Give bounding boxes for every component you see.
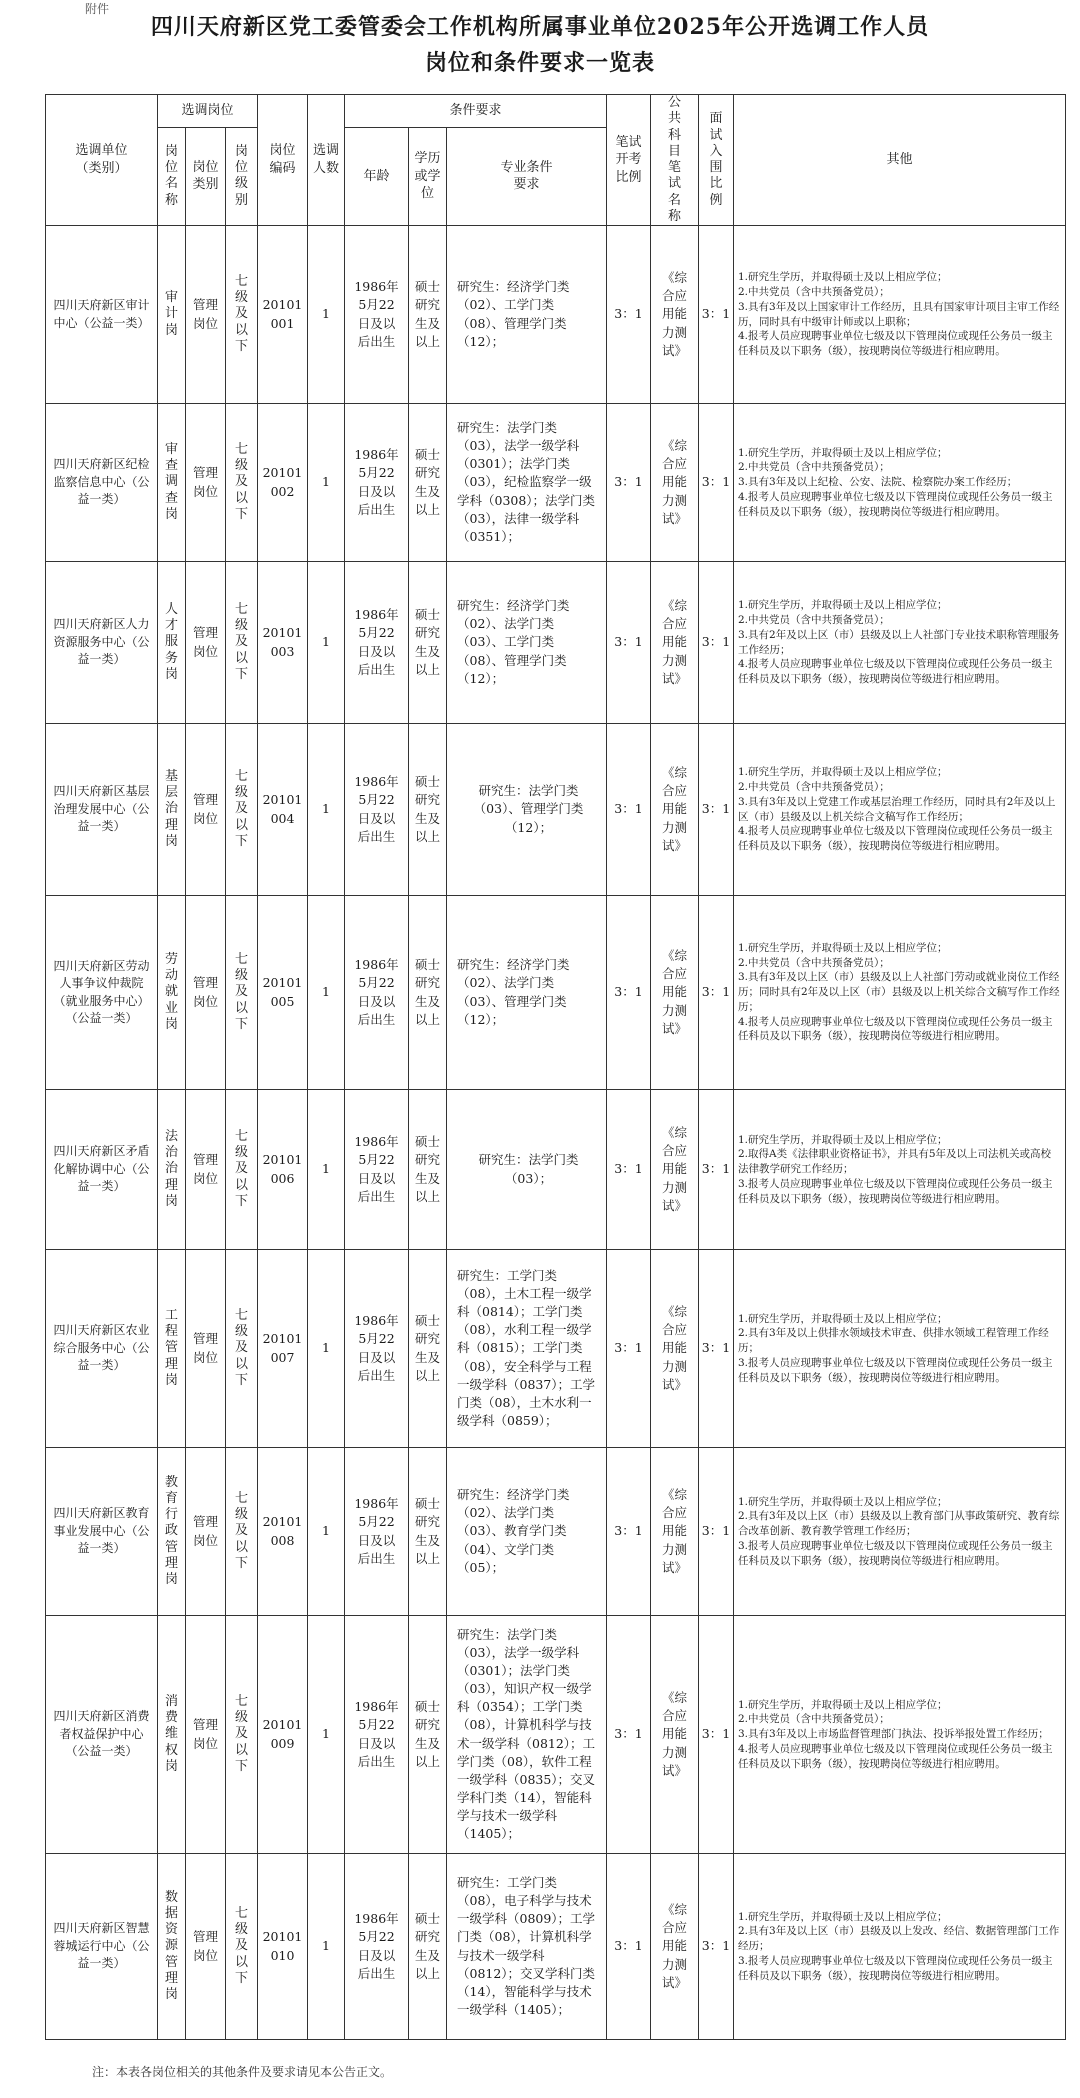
header-major: 专业条件要求: [447, 127, 607, 225]
post-type-cell: 管理岗位: [186, 562, 226, 724]
other-item: 4.报考人员应现聘事业单位七级及以下管理岗位或现任公务员一级主任科员及以下职务（级），按现聘岗位等级进行相应聘用。: [738, 825, 1053, 852]
page-title: 四川天府新区党工委管委会工作机构所属事业单位2025年公开选调工作人员: [150, 14, 930, 40]
ratio-cell: 3：1: [607, 1616, 651, 1854]
table-row: [46, 562, 1066, 724]
other-item: 4.报考人员应现聘事业单位七级及以下管理岗位或现任公务员一级主任科员及以下职务（级），按现聘岗位等级进行相应聘用。: [738, 330, 1053, 357]
post-name-cell: 基层治理岗: [158, 724, 186, 896]
major-cell: 研究生：法学门类（03），法学一级学科（0301）；法学门类（03），纪检监察学一级学科（0308）；法学门类（03），法律一级学科（0351）；: [447, 404, 607, 562]
major-cell: 研究生：工学门类（08），电子科学与技术一级学科（0809）；工学门类（08），计算机科学与技术一级学科（0812）；交叉学科门类（14），智能科学与技术一级学科（1405）；: [447, 1854, 607, 2040]
unit-cell: 四川天府新区农业综合服务中心（公益一类）: [46, 1250, 158, 1448]
education-cell: 硕士研究生及以上: [409, 1448, 447, 1616]
education-cell: 硕士研究生及以上: [409, 226, 447, 404]
other-item: 1.研究生学历，并取得硕士及以上相应学位；: [738, 1312, 948, 1325]
post-name-cell: 教育行政管理岗: [158, 1448, 186, 1616]
unit-cell: 四川天府新区审计中心（公益一类）: [46, 226, 158, 404]
subject-cell: 《综合应用能力测试》: [651, 724, 699, 896]
post-level-cell: 七级及以下: [226, 1854, 258, 2040]
other-item: 4.报考人员应现聘事业单位七级及以下管理岗位或现任公务员一级主任科员及以下职务（级），按现聘岗位等级进行相应聘用。: [738, 1742, 1053, 1770]
header-subject: 公共科目笔试名称: [651, 95, 699, 226]
unit-cell: 四川天府新区劳动人事争议仲裁院（就业服务中心）（公益一类）: [46, 896, 158, 1090]
major-cell: 研究生：经济学门类（02）、工学门类（08）、管理学门类（12）；: [447, 226, 607, 404]
post-level-cell: 七级及以下: [226, 404, 258, 562]
other-item: 1.研究生学历，并取得硕士及以上相应学位；: [738, 271, 948, 284]
post-code-cell: 20101008: [258, 1448, 308, 1616]
other-cell: [734, 1448, 1066, 1616]
other-item: 1.研究生学历，并取得硕士及以上相应学位；: [738, 446, 948, 459]
table-row: [46, 404, 1066, 562]
major-cell: 研究生：经济学门类（02）、法学门类（03）、工学门类（08）、管理学门类（12）；: [447, 562, 607, 724]
unit-cell: 四川天府新区人力资源服务中心（公益一类）: [46, 562, 158, 724]
count-cell: 1: [308, 724, 345, 896]
post-level-cell: 七级及以下: [226, 562, 258, 724]
post-code-cell: 20101005: [258, 896, 308, 1090]
other-item: 2.具有3年及以上供排水领域技术审查、供排水领域工程管理工作经历；: [738, 1327, 1049, 1355]
subject-cell: 《综合应用能力测试》: [651, 404, 699, 562]
other-item: 2.中共党员（含中共预备党员）；: [738, 614, 890, 627]
header-unit: 选调单位（类别）: [46, 95, 158, 226]
post-type-cell: 管理岗位: [186, 1090, 226, 1250]
other-item: 2.中共党员（含中共预备党员）；: [738, 956, 890, 969]
age-cell: 1986年5月22日及以后出生: [345, 1616, 409, 1854]
unit-cell: 四川天府新区消费者权益保护中心（公益一类）: [46, 1616, 158, 1854]
interview-cell: 3：1: [699, 1090, 734, 1250]
other-item: 1.研究生学历，并取得硕士及以上相应学位；: [738, 1910, 948, 1923]
interview-cell: 3：1: [699, 562, 734, 724]
age-cell: 1986年5月22日及以后出生: [345, 562, 409, 724]
other-item: 2.中共党员（含中共预备党员）；: [738, 1713, 890, 1726]
count-cell: 1: [308, 404, 345, 562]
post-level-cell: 七级及以下: [226, 1250, 258, 1448]
post-code-cell: 20101009: [258, 1616, 308, 1854]
post-level-cell: 七级及以下: [226, 1448, 258, 1616]
other-item: 4.报考人员应现聘事业单位七级及以下管理岗位或现任公务员一级主任科员及以下职务（级），按现聘岗位等级进行相应聘用。: [738, 658, 1053, 685]
other-item: 1.研究生学历，并取得硕士及以上相应学位；: [738, 942, 948, 955]
table-row: [46, 724, 1066, 896]
post-code-cell: 20101003: [258, 562, 308, 724]
age-cell: 1986年5月22日及以后出生: [345, 896, 409, 1090]
count-cell: 1: [308, 1090, 345, 1250]
header-post-type: 岗位类别: [186, 127, 226, 225]
post-name-cell: 人才服务岗: [158, 562, 186, 724]
post-code-cell: 20101007: [258, 1250, 308, 1448]
other-item: 3.具有3年及以上党建工作或基层治理工作经历，同时具有2年及以上区（市）县级及以上机关综合文稿写作工作经历；: [738, 795, 1056, 823]
header-count: 选调人数: [308, 95, 345, 226]
header-post-code: 岗位编码: [258, 95, 308, 226]
other-item: 2.取得A类《法律职业资格证书》，并具有5年及以上司法机关或高校法律教学研究工作经历；: [738, 1148, 1052, 1176]
other-cell: [734, 404, 1066, 562]
other-cell: [734, 1616, 1066, 1854]
other-item: 3.具有3年及以上市场监督管理部门执法、投诉举报处置工作经历；: [738, 1728, 1049, 1741]
education-cell: 硕士研究生及以上: [409, 1090, 447, 1250]
other-item: 3.具有3年及以上国家审计工作经历，且具有国家审计项目主审工作经历，同时具有中级审计师或以上职称；: [738, 300, 1060, 328]
age-cell: 1986年5月22日及以后出生: [345, 724, 409, 896]
post-level-cell: 七级及以下: [226, 1090, 258, 1250]
table-row: [46, 1250, 1066, 1448]
subject-cell: 《综合应用能力测试》: [651, 1250, 699, 1448]
positions-table: [45, 94, 1066, 2040]
ratio-cell: 3：1: [607, 1250, 651, 1448]
subject-cell: 《综合应用能力测试》: [651, 1448, 699, 1616]
interview-cell: 3：1: [699, 226, 734, 404]
other-item: 3.报考人员应现聘事业单位七级及以下管理岗位或现任公务员一级主任科员及以下职务（级），按现聘岗位等级进行相应聘用。: [738, 1954, 1053, 1982]
ratio-cell: 3：1: [607, 1854, 651, 2040]
other-item: 2.中共党员（含中共预备党员）；: [738, 286, 890, 299]
other-item: 1.研究生学历，并取得硕士及以上相应学位；: [738, 1495, 948, 1508]
count-cell: 1: [308, 896, 345, 1090]
count-cell: 1: [308, 226, 345, 404]
other-cell: [734, 724, 1066, 896]
interview-cell: 3：1: [699, 724, 734, 896]
interview-cell: 3：1: [699, 1854, 734, 2040]
post-level-cell: 七级及以下: [226, 1616, 258, 1854]
subject-cell: 《综合应用能力测试》: [651, 896, 699, 1090]
education-cell: 硕士研究生及以上: [409, 404, 447, 562]
post-name-cell: 法治治理岗: [158, 1090, 186, 1250]
other-item: 4.报考人员应现聘事业单位七级及以下管理岗位或现任公务员一级主任科员及以下职务（级），按现聘岗位等级进行相应聘用。: [738, 490, 1053, 518]
other-item: 3.报考人员应现聘事业单位七级及以下管理岗位或现任公务员一级主任科员及以下职务（级），按现聘岗位等级进行相应聘用。: [738, 1539, 1053, 1567]
other-item: 1.研究生学历，并取得硕士及以上相应学位；: [738, 1698, 948, 1711]
header-post-name: 岗位名称: [158, 127, 186, 225]
header-education: 学历或学位: [409, 127, 447, 225]
interview-cell: 3：1: [699, 896, 734, 1090]
ratio-cell: 3：1: [607, 226, 651, 404]
ratio-cell: 3：1: [607, 724, 651, 896]
post-type-cell: 管理岗位: [186, 404, 226, 562]
ratio-cell: 3：1: [607, 562, 651, 724]
count-cell: 1: [308, 562, 345, 724]
ratio-cell: 3：1: [607, 404, 651, 562]
other-cell: [734, 1854, 1066, 2040]
other-item: 2.具有3年及以上区（市）县级及以上发改、经信、数据管理部门工作经历；: [738, 1925, 1060, 1953]
other-item: 2.中共党员（含中共预备党员）；: [738, 461, 890, 474]
post-level-cell: 七级及以下: [226, 724, 258, 896]
major-cell: 研究生：法学门类（03）、管理学门类（12）；: [447, 724, 607, 896]
post-level-cell: 七级及以下: [226, 226, 258, 404]
other-item: 1.研究生学历，并取得硕士及以上相应学位；: [738, 766, 948, 779]
header-post-level: 岗位级别: [226, 127, 258, 225]
major-cell: 研究生：法学门类（03），法学一级学科（0301）；法学门类（03），知识产权一级学科（0354）；工学门类（08），计算机科学与技术一级学科（0812）；工学门类（08），软件工程一级学科（0835）；交叉学科门类（14），智能科学与技术一级学科（1405）；: [447, 1616, 607, 1854]
post-code-cell: 20101006: [258, 1090, 308, 1250]
table-row: [46, 896, 1066, 1090]
major-cell: 研究生：法学门类（03）；: [447, 1090, 607, 1250]
page-subtitle: 岗位和条件要求一览表: [424, 50, 655, 76]
post-code-cell: 20101002: [258, 404, 308, 562]
post-name-cell: 工程管理岗: [158, 1250, 186, 1448]
education-cell: 硕士研究生及以上: [409, 1250, 447, 1448]
interview-cell: 3：1: [699, 1250, 734, 1448]
ratio-cell: 3：1: [607, 1090, 651, 1250]
post-name-cell: 审计岗: [158, 226, 186, 404]
interview-cell: 3：1: [699, 1616, 734, 1854]
ratio-cell: 3：1: [607, 896, 651, 1090]
other-cell: [734, 1090, 1066, 1250]
other-item: 3.报考人员应现聘事业单位七级及以下管理岗位或现任公务员一级主任科员及以下职务（级），按现聘岗位等级进行相应聘用。: [738, 1177, 1053, 1205]
header-post-group: 选调岗位: [158, 95, 258, 128]
post-name-cell: 审查调查岗: [158, 404, 186, 562]
education-cell: 硕士研究生及以上: [409, 1854, 447, 2040]
other-item: 3.具有2年及以上区（市）县级及以上人社部门专业技术职称管理服务工作经历；: [738, 628, 1060, 656]
post-type-cell: 管理岗位: [186, 896, 226, 1090]
age-cell: 1986年5月22日及以后出生: [345, 1090, 409, 1250]
post-code-cell: 20101010: [258, 1854, 308, 2040]
major-cell: 研究生：工学门类（08），土木工程一级学科（0814）；工学门类（08），水利工程一级学科（0815）；工学门类（08），安全科学与工程一级学科（0837）；工学门类（08），土木水利一级学科（0859）；: [447, 1250, 607, 1448]
header-other: 其他: [734, 95, 1066, 226]
other-item: 1.研究生学历，并取得硕士及以上相应学位；: [738, 599, 948, 612]
post-type-cell: 管理岗位: [186, 1250, 226, 1448]
post-name-cell: 消费维权岗: [158, 1616, 186, 1854]
unit-cell: 四川天府新区矛盾化解协调中心（公益一类）: [46, 1090, 158, 1250]
header-conditions: 条件要求: [345, 95, 607, 128]
count-cell: 1: [308, 1250, 345, 1448]
unit-cell: 四川天府新区教育事业发展中心（公益一类）: [46, 1448, 158, 1616]
post-type-cell: 管理岗位: [186, 1616, 226, 1854]
table-row: [46, 1854, 1066, 2040]
post-name-cell: 数据资源管理岗: [158, 1854, 186, 2040]
education-cell: 硕士研究生及以上: [409, 562, 447, 724]
subject-cell: 《综合应用能力测试》: [651, 1854, 699, 2040]
education-cell: 硕士研究生及以上: [409, 1616, 447, 1854]
post-code-cell: 20101001: [258, 226, 308, 404]
header-age: 年龄: [345, 127, 409, 225]
age-cell: 1986年5月22日及以后出生: [345, 1448, 409, 1616]
age-cell: 1986年5月22日及以后出生: [345, 1250, 409, 1448]
major-cell: 研究生：经济学门类（02）、法学门类（03）、教育学门类（04）、文学门类（05）；: [447, 1448, 607, 1616]
other-item: 4.报考人员应现聘事业单位七级及以下管理岗位或现任公务员一级主任科员及以下职务（级），按现聘岗位等级进行相应聘用。: [738, 1015, 1053, 1043]
age-cell: 1986年5月22日及以后出生: [345, 1854, 409, 2040]
subject-cell: 《综合应用能力测试》: [651, 1616, 699, 1854]
post-type-cell: 管理岗位: [186, 1854, 226, 2040]
unit-cell: 四川天府新区纪检监察信息中心（公益一类）: [46, 404, 158, 562]
table-row: [46, 226, 1066, 404]
other-item: 3.具有3年及以上纪检、公安、法院、检察院办案工作经历；: [738, 476, 1018, 489]
count-cell: 1: [308, 1616, 345, 1854]
interview-cell: 3：1: [699, 1448, 734, 1616]
other-cell: [734, 896, 1066, 1090]
major-cell: 研究生：经济学门类（02）、法学门类（03）、管理学门类（12）；: [447, 896, 607, 1090]
education-cell: 硕士研究生及以上: [409, 724, 447, 896]
other-item: 3.报考人员应现聘事业单位七级及以下管理岗位或现任公务员一级主任科员及以下职务（级），按现聘岗位等级进行相应聘用。: [738, 1356, 1053, 1384]
table-body: [46, 226, 1066, 2040]
subject-cell: 《综合应用能力测试》: [651, 1090, 699, 1250]
other-item: 2.中共党员（含中共预备党员）；: [738, 781, 890, 794]
interview-cell: 3：1: [699, 404, 734, 562]
other-item: 3.具有3年及以上区（市）县级及以上人社部门劳动或就业岗位工作经历；同时具有2年及以上区（市）县级及以上机关综合文稿写作工作经历；: [738, 971, 1060, 1013]
header-ratio: 笔试开考比例: [607, 95, 651, 226]
other-cell: [734, 1250, 1066, 1448]
unit-cell: 四川天府新区智慧蓉城运行中心（公益一类）: [46, 1854, 158, 2040]
post-code-cell: 20101004: [258, 724, 308, 896]
post-level-cell: 七级及以下: [226, 896, 258, 1090]
table-row: [46, 1448, 1066, 1616]
age-cell: 1986年5月22日及以后出生: [345, 226, 409, 404]
table-row: [46, 1090, 1066, 1250]
subject-cell: 《综合应用能力测试》: [651, 562, 699, 724]
age-cell: 1986年5月22日及以后出生: [345, 404, 409, 562]
header-interview: 面试入围比例: [699, 95, 734, 226]
count-cell: 1: [308, 1854, 345, 2040]
post-type-cell: 管理岗位: [186, 724, 226, 896]
footnote: 注：本表各岗位相关的其他条件及要求请见本公告正文。: [92, 2065, 393, 2079]
post-name-cell: 劳动就业岗: [158, 896, 186, 1090]
attachment-label: 附件: [85, 2, 110, 16]
post-type-cell: 管理岗位: [186, 226, 226, 404]
other-item: 2.具有3年及以上区（市）县级及以上教育部门从事政策研究、教育综合改革创新、教育教学管理工作经历；: [738, 1510, 1060, 1538]
table-row: [46, 1616, 1066, 1854]
education-cell: 硕士研究生及以上: [409, 896, 447, 1090]
other-cell: [734, 562, 1066, 724]
other-cell: [734, 226, 1066, 404]
unit-cell: 四川天府新区基层治理发展中心（公益一类）: [46, 724, 158, 896]
ratio-cell: 3：1: [607, 1448, 651, 1616]
subject-cell: 《综合应用能力测试》: [651, 226, 699, 404]
post-type-cell: 管理岗位: [186, 1448, 226, 1616]
count-cell: 1: [308, 1448, 345, 1616]
other-item: 1.研究生学历，并取得硕士及以上相应学位；: [738, 1133, 948, 1146]
